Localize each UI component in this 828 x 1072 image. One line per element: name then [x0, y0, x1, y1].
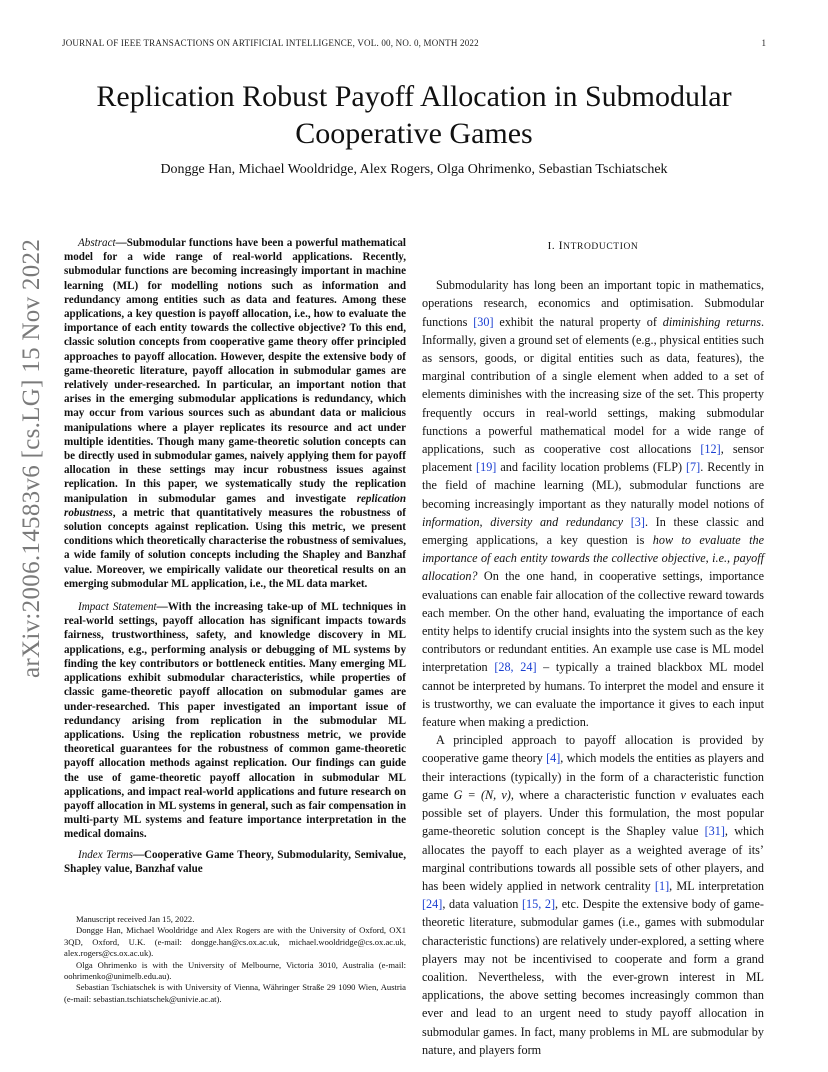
index-terms	[64, 848, 406, 876]
text: . In these classic and emerging applications, a key question is	[422, 514, 765, 548]
abstract-text-continued: , a metric that quantitatively measures the robustness of solution concepts against replication. Using this metric, we present conditions which theoretically characterise the robustness of semivalues, a wide family of solution concepts including the Shapley and Banzhaf value. Moreover, we empirically validate our theoretical results on an emerging submodular ML application, i.e., the ML data market.	[64, 506, 406, 590]
impact-label: Impact Statement	[78, 601, 157, 614]
footnote-manuscript: Manuscript received Jan 15, 2022.	[76, 914, 195, 924]
emphasis: how to evaluate the importance of each entity towards the collective objective, i.e., payoff allocation?	[422, 533, 764, 584]
text: exhibit the natural property of	[493, 314, 663, 329]
text: On the one hand, in cooperative settings, importance evaluations can enable fair allocation of the collective reward towards each member. On the other hand, evaluating the importance of each entity helps to identify crucial insights into the system such as the key contributors or redundant entities. An example use case is ML model interpretation	[422, 569, 764, 675]
emphasis: diminishing returns	[662, 314, 761, 329]
text	[623, 515, 631, 529]
text: . Recently in the field of machine learning (ML), submodular functions are becoming increasingly important as they naturally model notions of	[422, 460, 764, 511]
running-head: JOURNAL OF IEEE TRANSACTIONS ON ARTIFICIAL INTELLIGENCE, VOL. 00, NO. 0, MONTH 2022	[62, 38, 479, 48]
footnote-vienna-author: Sebastian Tschiatschek is with University of Vienna, Währinger Straße 29 1090 Wien, Austria (e-mail: sebastian.tschiatschek@univie.ac.at).	[64, 982, 406, 1004]
citation-link[interactable]: [1]	[654, 878, 670, 893]
index-terms-label: Index Terms	[78, 848, 133, 861]
impact-text: —With the increasing take-up of ML techniques in real-world settings, payoff allocation has significant impacts towards fairness, trustworthiness, safety, and knowledge discovery in ML applications, e.g., performing analysis or debugging of ML systems by finding the key contributors or bottleneck entities. Many emerging ML applications exhibit submodular characteristics, while properties of classic game-theoretic payoff allocation on submodular games are under-researched. This paper investigated an important issue of redundancy arising from replication in the submodular ML applications. Using the replication robustness metric, we provide theoretical guarantees for the robustness of common game-theoretic payoff allocation methods against replication. Our findings can guide the use of game-theoretic payoff allocation in submodular ML applications, and impact real-world applications and future research on payoff allocation in ML systems in general, such as fair compensation in multi-party ML systems and feature importance interpretation in the medical domains.	[64, 601, 406, 841]
footnotes	[64, 914, 406, 1005]
footnote-oxford-authors: Dongge Han, Michael Wooldridge and Alex Rogers are with the University of Oxford, OX1 3QD, Oxford, U.K. (e-mail: dongge.han@cs.ox.ac.uk, michael.wooldridge@cs.ox.ac.uk, alex.rogers@cs.ox.ac.uk).	[64, 925, 406, 959]
section-title-rest: NTRODUCTION	[563, 242, 639, 252]
citation-link[interactable]: [3]	[630, 514, 645, 529]
text: , which allocates the payoff to each player as a weighted average of its’ marginal contributions towards all possible sets of other players, and has been widely applied in network centrality	[422, 824, 764, 893]
citation-link[interactable]: [12]	[700, 442, 721, 457]
citation-link[interactable]: [7]	[686, 460, 701, 475]
intro-paragraph-2	[422, 731, 764, 1059]
section-title-initial: I	[558, 238, 564, 252]
citation-link[interactable]: [31]	[704, 824, 725, 839]
abstract	[64, 236, 406, 591]
citation-link[interactable]: [28, 24]	[494, 660, 537, 675]
citation-link[interactable]: [30]	[473, 314, 494, 329]
left-column	[64, 236, 406, 876]
math-expression: G = (N, v)	[453, 787, 511, 802]
author-list: Dongge Han, Michael Wooldridge, Alex Rogers, Olga Ohrimenko, Sebastian Tschiatschek	[160, 162, 668, 177]
text: , sensor placement	[422, 442, 764, 475]
abstract-label: Abstract	[78, 237, 116, 249]
section-heading-introduction	[422, 236, 764, 256]
math-symbol: v	[680, 787, 686, 802]
text: , which models the entities as players and their interactions (typically) in the form of a characteristic function game	[422, 751, 764, 802]
text: , ML interpretation	[669, 878, 765, 893]
impact-statement	[64, 600, 406, 841]
text: A principled approach to payoff allocation is provided by cooperative game theory	[422, 733, 764, 766]
index-terms-text: —Cooperative Game Theory, Submodularity, Semivalue, Shapley value, Banzhaf value	[64, 848, 406, 875]
page-number: 1	[761, 38, 766, 48]
section-number: I.	[547, 240, 559, 252]
arxiv-identifier-stamp[interactable]: arXiv:2006.14583v6 [cs.LG] 15 Nov 2022	[18, 238, 45, 678]
citation-link[interactable]: [15, 2]	[521, 897, 556, 912]
abstract-emphasis: replication robustness	[64, 492, 406, 519]
text: , etc. Despite the extensive body of game-theoretic literature, submodular games (i.e., games with submodular characteristic functions) are relatively under-explored, a setting where players may not be incentivised to cooperate and form a grand coalition. Nevertheless, with the ever-grown interest in ML applications, the above setting becomes increasingly common than ever and lead to an urgent need to study payoff allocation in submodular games. In fact, many problems in ML are submodular by nature, and players form	[422, 897, 764, 1057]
text: Submodularity has long been an important topic in mathematics, operations research, economics and optimisation. Submodular functions	[422, 278, 764, 329]
text: – typically a trained blackbox ML model cannot be interpreted by humans. To interpret the model and ensure it is trustworthy, we can evaluate the importance it gives to each input feature when making a prediction.	[422, 660, 765, 730]
citation-link[interactable]: [19]	[476, 460, 497, 475]
citation-link[interactable]: [4]	[546, 751, 561, 766]
text: evaluates each possible set of players. Under this formulation, the most popular game-theoretic solution concept is the Shapley value	[422, 787, 764, 839]
text: and facility location problems (FLP)	[496, 460, 686, 475]
footnote-melbourne-author: Olga Ohrimenko is with the University of Melbourne, Victoria 3010, Australia (e-mail: oohrimenko@unimelb.edu.au).	[64, 959, 406, 982]
citation-link[interactable]: [24]	[422, 897, 443, 912]
text: , data valuation	[442, 897, 522, 912]
abstract-text: —Submodular functions have been a powerful mathematical model for a wide range of real-world applications. Recently, submodular functions are becoming increasingly important in machine learning (ML) for modelling notions such as information and redundancy among entities such as data and features. Among these applications, a key question is payoff allocation, i.e., how to evaluate the importance of each entity towards the collective objective? To this end, classic solution concepts from cooperative game theory offer principled approaches to payoff allocation. However, despite the extensive body of game-theoretic literature, payoff allocation in submodular games are relatively under-researched. In particular, an important notion that arises in the emerging submodular applications is redundancy, which may occur from various sources such as abundant data or malicious manipulations where a player replicates its resource and act under multiple identities. Though many game-theoretic solution concepts can be directly used in submodular games, naively applying them for payoff allocation in these settings may incur robustness issues against replication. In this paper, we systematically study the replication manipulation in submodular games and investigate	[64, 237, 406, 505]
emphasis: information, diversity and redundancy	[422, 514, 624, 529]
text: . Informally, given a ground set of elements (e.g., physical entities such as sensors, goods, or digital entities such as data, features), the marginal contribution of a single element when added to a set of elements diminishes with the increasing size of the set. This property frequently occurs in real-world settings, making submodular functions a powerful mathematical model for a wide range of applications, such as cooperative cost allocations	[422, 314, 764, 457]
paper-title: Replication Robust Payoff Allocation in Submodular Cooperative Games	[96, 80, 732, 150]
intro-paragraph-1	[422, 276, 764, 731]
right-column	[422, 236, 764, 1059]
text: , where a characteristic function	[510, 787, 681, 802]
